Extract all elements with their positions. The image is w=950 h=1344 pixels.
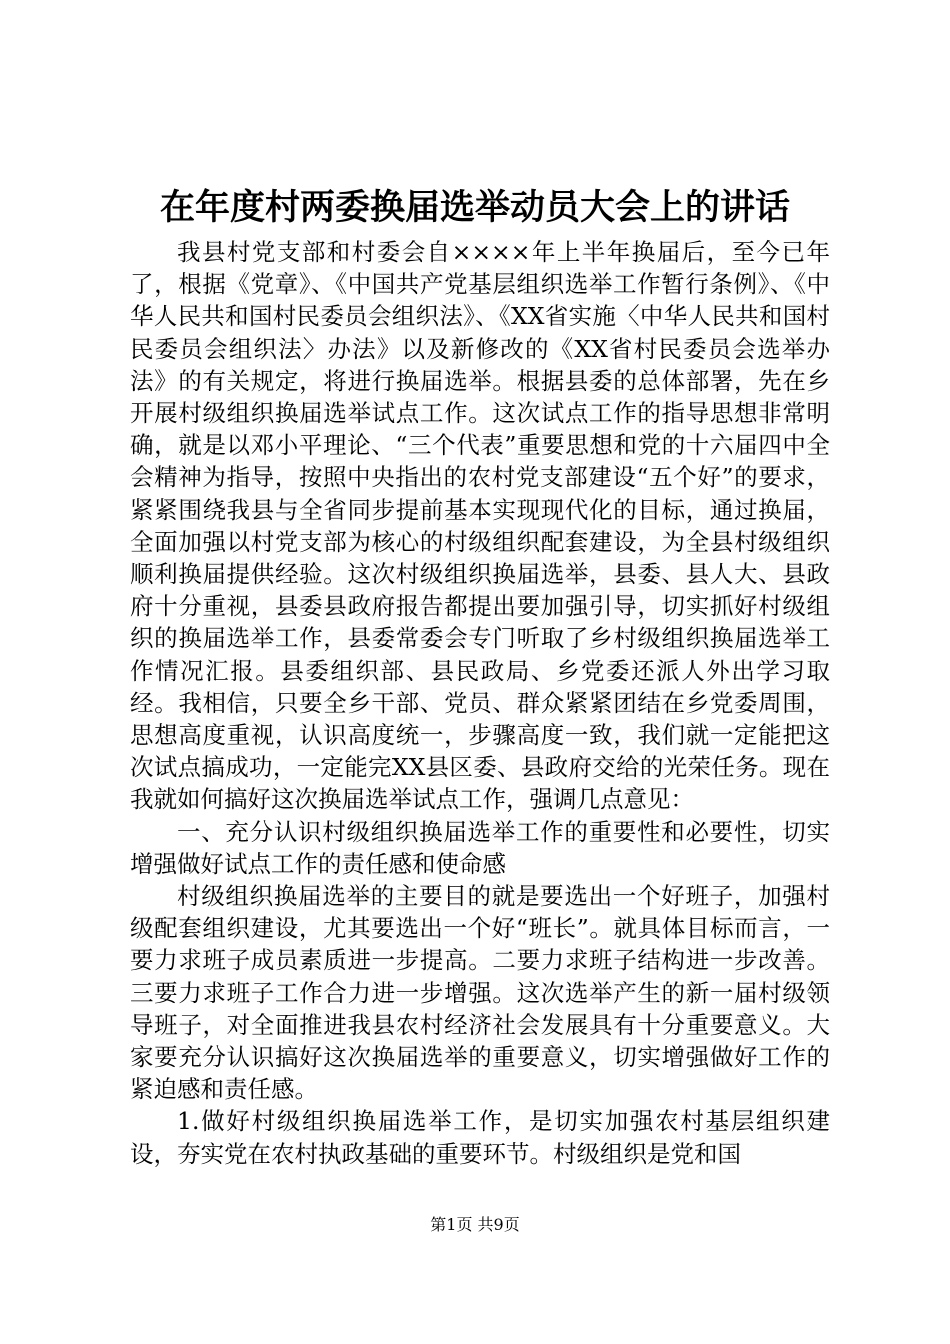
page-number-footer: 第1页 共9页 [430,1215,520,1234]
paragraph-point-1: 1.做好村级组织换届选举工作，是切实加强农村基层组织建设，夯实党在农村执政基础的重要环节。村级组织是党和国 [130,1107,830,1168]
document-body [130,236,830,1170]
paragraph-section-1-body: 村级组织换届选举的主要目的就是要选出一个好班子，加强村级配套组织建设，尤其要选出一个好“班长”。就具体目标而言，一要力求班子成员素质进一步提高。二要力求班子结构进一步改善。三要力求班子工作合力进一步增强。这次选举产生的新一届村级领导班子，对全面推进我县农村经济社会发展具有十分重要意义。大家要充分认识搞好这次换届选举的重要意义，切实增强做好工作的紧迫感和责任感。 [130,882,830,1104]
paragraph-section-heading-1: 一、充分认识村级组织换届选举工作的重要性和必要性，切实增强做好试点工作的责任感和使命感 [130,817,830,878]
document-title: 在年度村两委换届选举动员大会上的讲话 [159,187,790,228]
paragraph-intro: 我县村党支部和村委会自××××年上半年换届后，至今已年了，根据《党章》、《中国共产党基层组织选举工作暂行条例》、《中华人民共和国村民委员会组织法》、《XX省实施〈中华人民共和国村民委员会组织法〉办法》以及新修改的《XX省村民委员会选举办法》的有关规定，将进行换届选举。根据县委的总体部署，先在乡开展村级组织换届选举试点工作。这次试点工作的指导思想非常明确，就是以邓小平理论、“三个代表”重要思想和党的十六届四中全会精神为指导，按照中央指出的农村党支部建设“五个好”的要求，紧紧围绕我县与全省同步提前基本实现现代化的目标，通过换届，全面加强以村党支部为核心的村级组织配套建设，为全县村级组织顺利换届提供经验。这次村级组织换届选举，县委、县人大、县政府十分重视，县委县政府报告都提出要加强引导，切实抓好村级组织的换届选举工作，县委常委会专门听取了乡村级组织换届选举工作情况汇报。县委组织部、县民政局、乡党委还派人外出学习取经。我相信，只要全乡干部、党员、群众紧紧团结在乡党委周围，思想高度重视，认识高度统一，步骤高度一致，我们就一定能把这次试点搞成功，一定能完XX县区委、县政府交给的光荣任务。现在我就如何搞好这次换届选举试点工作，强调几点意见： [130,238,830,814]
